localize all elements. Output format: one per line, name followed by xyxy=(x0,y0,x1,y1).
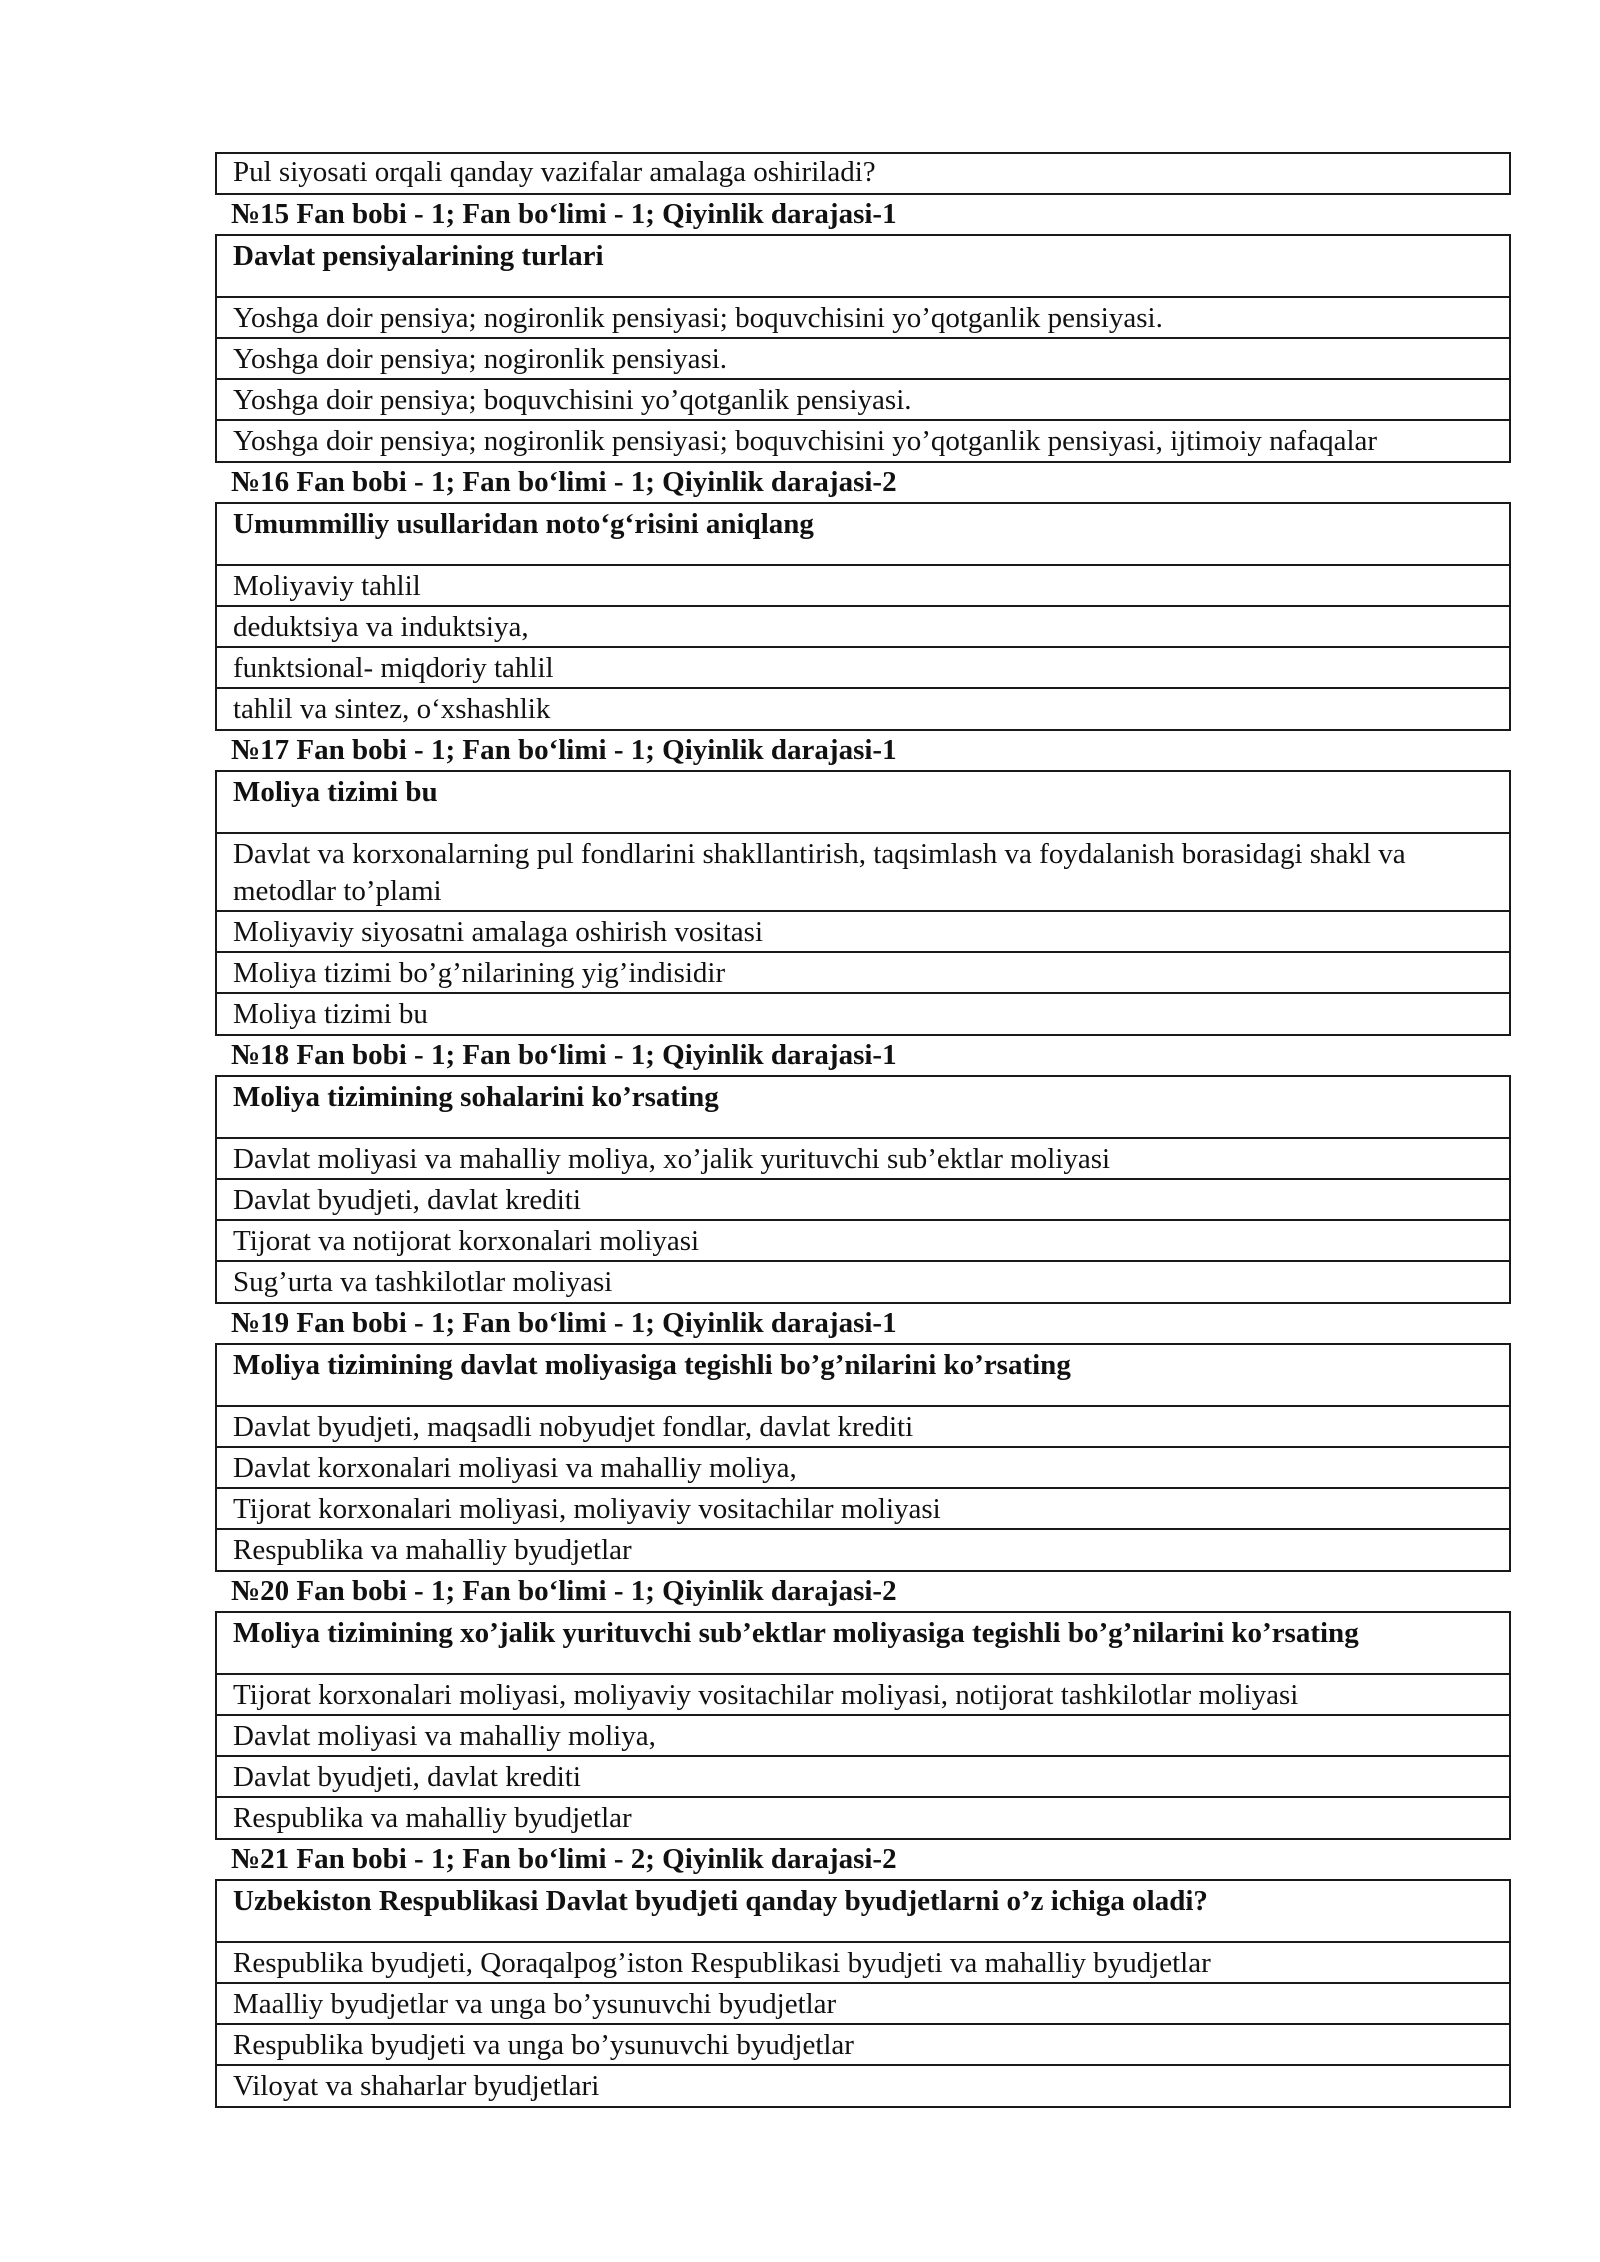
answer-option: tahlil va sintez, o‘xshashlik xyxy=(233,693,551,725)
answer-option: Sug’urta va tashkilotlar moliyasi xyxy=(233,1266,613,1298)
answer-option: Respublika va mahalliy byudjetlar xyxy=(233,1802,632,1834)
answer-option: Tijorat korxonalari moliyasi, moliyaviy vositachilar moliyasi, notijorat tashkilotlar moliyasi xyxy=(217,1675,1509,1716)
question-header: №20 Fan bobi - 1; Fan bo‘limi - 1; Qiyinlik darajasi-2 xyxy=(231,1575,897,1607)
answer-option: Davlat moliyasi va mahalliy moliya, xo’jalik yurituvchi sub’ektlar moliyasi xyxy=(217,1139,1509,1180)
answer-option: Davlat byudjeti, davlat krediti xyxy=(217,1180,1509,1221)
question-text: Moliya tizimi bu xyxy=(217,772,1509,834)
question-header: №16 Fan bobi - 1; Fan bo‘limi - 1; Qiyinlik darajasi-2 xyxy=(231,466,897,498)
answer-option: Davlat va korxonalarning pul fondlarini shakllantirish, taqsimlash va foydalanish borasidagi shakl va metodlar to’plami xyxy=(217,834,1509,912)
answer-option: Davlat byudjeti, maqsadli nobyudjet fondlar, davlat krediti xyxy=(217,1407,1509,1448)
answer-option: Viloyat va shaharlar byudjetlari xyxy=(233,2070,600,2102)
answer-option: Davlat moliyasi va mahalliy moliya, xyxy=(217,1716,1509,1757)
question-text: Moliya tizimining davlat moliyasiga tegishli bo’g’nilarini ko’rsating xyxy=(217,1345,1509,1407)
question-header: №15 Fan bobi - 1; Fan bo‘limi - 1; Qiyinlik darajasi-1 xyxy=(231,198,897,230)
answer-option: Maalliy byudjetlar va unga bo’ysunuvchi byudjetlar xyxy=(217,1984,1509,2025)
answer-option: Respublika byudjeti va unga bo’ysunuvchi byudjetlar xyxy=(217,2025,1509,2066)
question-table xyxy=(215,1879,1511,2108)
answer-option: Respublika va mahalliy byudjetlar xyxy=(233,1534,632,1566)
answer-option: Moliya tizimi bo’g’nilarining yig’indisidir xyxy=(217,953,1509,994)
answer-option: Moliyaviy tahlil xyxy=(217,566,1509,607)
question-text: Moliya tizimining sohalarini ko’rsating xyxy=(217,1077,1509,1139)
answer-option: funktsional- miqdoriy tahlil xyxy=(217,648,1509,689)
question-header: №18 Fan bobi - 1; Fan bo‘limi - 1; Qiyinlik darajasi-1 xyxy=(231,1039,897,1071)
question-table xyxy=(215,1611,1511,1840)
answer-option: Tijorat va notijorat korxonalari moliyasi xyxy=(217,1221,1509,1262)
question-header: №21 Fan bobi - 1; Fan bo‘limi - 2; Qiyinlik darajasi-2 xyxy=(231,1843,897,1875)
question-table xyxy=(215,502,1511,731)
question-table xyxy=(215,770,1511,1036)
answer-option: deduktsiya va induktsiya, xyxy=(217,607,1509,648)
question-header: №17 Fan bobi - 1; Fan bo‘limi - 1; Qiyinlik darajasi-1 xyxy=(231,734,897,766)
answer-option: Tijorat korxonalari moliyasi, moliyaviy vositachilar moliyasi xyxy=(217,1489,1509,1530)
answer-option: Moliya tizimi bu xyxy=(233,998,428,1030)
answer-option: Moliyaviy siyosatni amalaga oshirish vositasi xyxy=(217,912,1509,953)
question-header: №19 Fan bobi - 1; Fan bo‘limi - 1; Qiyinlik darajasi-1 xyxy=(231,1307,897,1339)
intro-text: Pul siyosati orqali qanday vazifalar amalaga oshiriladi? xyxy=(233,156,876,188)
answer-option: Yoshga doir pensiya; boquvchisini yo’qotganlik pensiyasi. xyxy=(217,380,1509,421)
answer-option: Yoshga doir pensiya; nogironlik pensiyasi; boquvchisini yo’qotganlik pensiyasi, ijtimoiy nafaqalar xyxy=(233,425,1378,457)
question-table xyxy=(215,1343,1511,1572)
question-table xyxy=(215,1075,1511,1304)
intro-box xyxy=(215,152,1511,195)
question-text: Umummilliy usullaridan noto‘g‘risini aniqlang xyxy=(217,504,1509,566)
answer-option: Davlat byudjeti, davlat krediti xyxy=(217,1757,1509,1798)
answer-option: Yoshga doir pensiya; nogironlik pensiyasi. xyxy=(217,339,1509,380)
answer-option: Respublika byudjeti, Qoraqalpog’iston Respublikasi byudjeti va mahalliy byudjetlar xyxy=(217,1943,1509,1984)
question-table xyxy=(215,234,1511,463)
question-text: Davlat pensiyalarining turlari xyxy=(217,236,1509,298)
answer-option: Davlat korxonalari moliyasi va mahalliy moliya, xyxy=(217,1448,1509,1489)
answer-option: Yoshga doir pensiya; nogironlik pensiyasi; boquvchisini yo’qotganlik pensiyasi. xyxy=(217,298,1509,339)
question-text: Uzbekiston Respublikasi Davlat byudjeti qanday byudjetlarni o’z ichiga oladi? xyxy=(217,1881,1509,1943)
document-page xyxy=(215,152,1511,2106)
question-text: Moliya tizimining xo’jalik yurituvchi sub’ektlar moliyasiga tegishli bo’g’nilarini ko’rsating xyxy=(217,1613,1509,1675)
